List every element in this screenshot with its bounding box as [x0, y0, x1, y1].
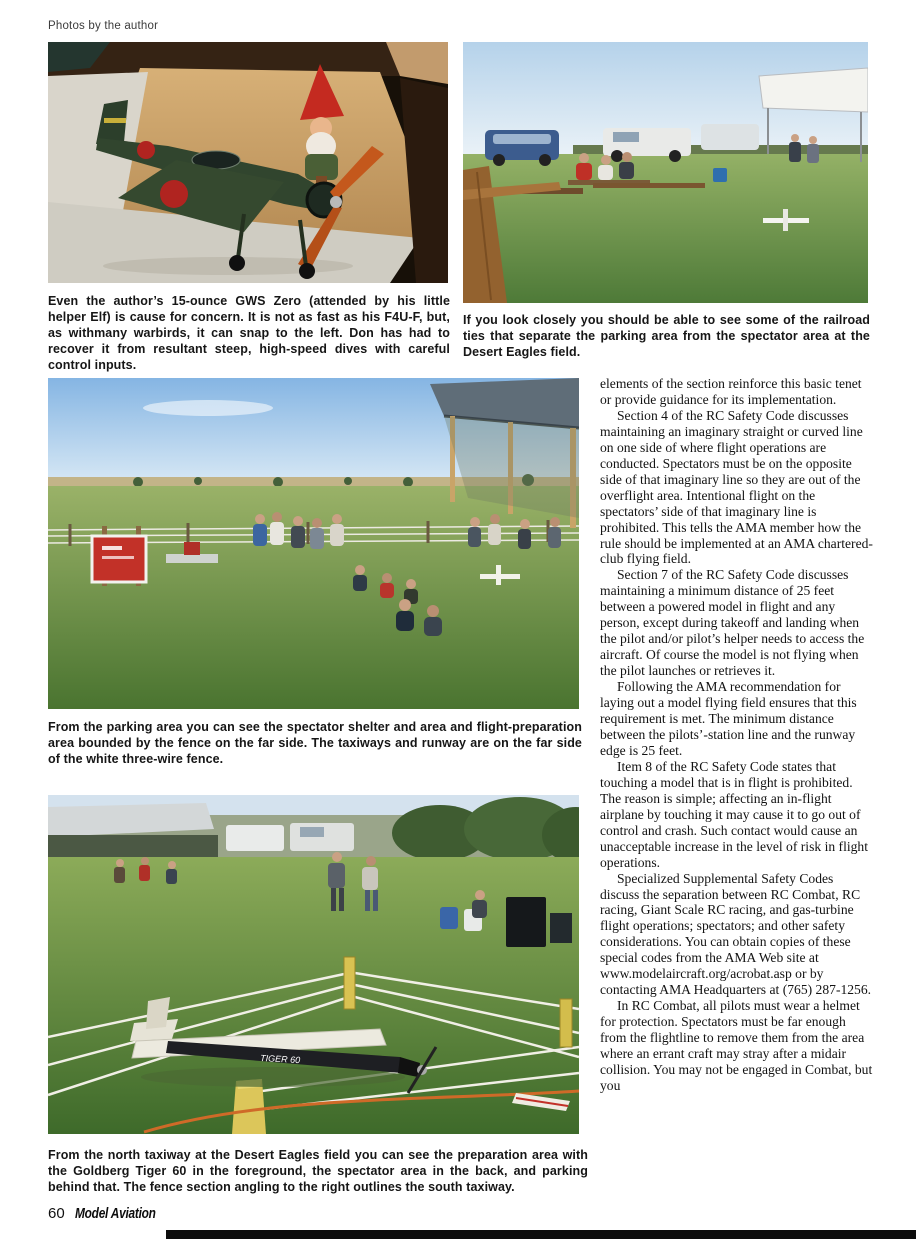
page-footer: [48, 1205, 173, 1222]
caption-railroad-ties: If you look closely you should be able to see some of the railroad ties that separate the parking area from the spectator area at the Desert Eagles field.: [463, 313, 870, 359]
magazine-title: Model Aviation: [74, 1206, 156, 1222]
parking-area-photo-illustration: [463, 42, 868, 303]
article-text-column: [600, 376, 874, 1094]
photo-gws-zero: [48, 42, 448, 283]
spectator-shelter-photo-illustration: [48, 378, 579, 709]
caption-parking-view: From the parking area you can see the spectator shelter and area and flight-preparation area bounded by the fence on the far side. The taxiways and runway are on the far side of the white three-wire fence.: [48, 720, 582, 766]
article-paragraph: Specialized Supplemental Safety Codes discuss the separation between RC Combat, RC racing, Giant Scale RC racing, and gas-turbine flight operations; spectators; and other safety considerations. You can obtain copies of these special codes from the AMA Web site at www.modelaircraft.org/acrobat.asp or by contacting AMA Headquarters at (765) 287-1256.: [600, 870, 872, 998]
article-paragraph: In RC Combat, all pilots must wear a helmet for protection. Spectators must be far enough from the flightline to remove them from the area where an errant craft may stray after a midair collision. You may not be engaged in Combat, but you: [600, 998, 873, 1093]
caption-gws-zero: Even the author’s 15-ounce GWS Zero (attended by his little helper Elf) is cause for concern. It is not as fast as his F4U-F, but, as withmany warbirds, it can snap to the left. Don has had to recover it from resultant steep, high-speed dives with careful control inputs.: [48, 294, 450, 372]
caption-north-taxiway: From the north taxiway at the Desert Eagles field you can see the preparation area with the Goldberg Tiger 60 in the foreground, the spectator area in the back, and parking behind that. The fence section angling to the right outlines the south taxiway.: [48, 1148, 588, 1194]
article-paragraph: Item 8 of the RC Safety Code states that touching a model that is in flight is prohibited. The reason is simple; affecting an in-flight airplane by touching it may cause it to go out of control and crash. Such contact would cause an unacceptable increase in the level of risk in flight operations.: [600, 758, 868, 870]
gws-zero-photo-illustration: [48, 42, 448, 283]
north-taxiway-photo-illustration: [48, 795, 579, 1134]
article-paragraph: Following the AMA recommendation for laying out a model flying field ensures that this requirement is met. The minimum distance between the pilots’-station line and the runway edge is 25 feet.: [600, 679, 857, 758]
photo-credit: Photos by the author: [48, 20, 159, 32]
photo-parking-spectator: [463, 42, 868, 303]
photo-spectator-shelter: [48, 378, 579, 709]
red-sign: [92, 526, 146, 586]
article-paragraph: Section 4 of the RC Safety Code discusses maintaining an imaginary straight or curved line on one side of where flight operations are conducted. Spectators must be on the opposite side of that imaginary line so they are out of the overflight area. Intentional flight on the spectators’ side of that imaginary line is prohibited. This tells the AMA member how the rule should be implemented at an AMA chartered-club flying field.: [600, 407, 873, 567]
page-number: 60: [48, 1205, 65, 1222]
article-paragraph: Section 7 of the RC Safety Code discusses maintaining a minimum distance of 25 feet between a powered model in flight and any person, except during takeoff and landing when the pilot and/or pilot’s helper needs to access the aircraft. Of course the model is not flying when the pilot launches or retrieves it.: [600, 567, 865, 679]
tiger60-marking: TIGER 60: [259, 1053, 301, 1066]
article-paragraph: elements of the section reinforce this basic tenet or provide guidance for its implementation.: [600, 376, 862, 407]
photo-north-taxiway: [48, 795, 579, 1134]
footer-rule: [166, 1230, 916, 1239]
